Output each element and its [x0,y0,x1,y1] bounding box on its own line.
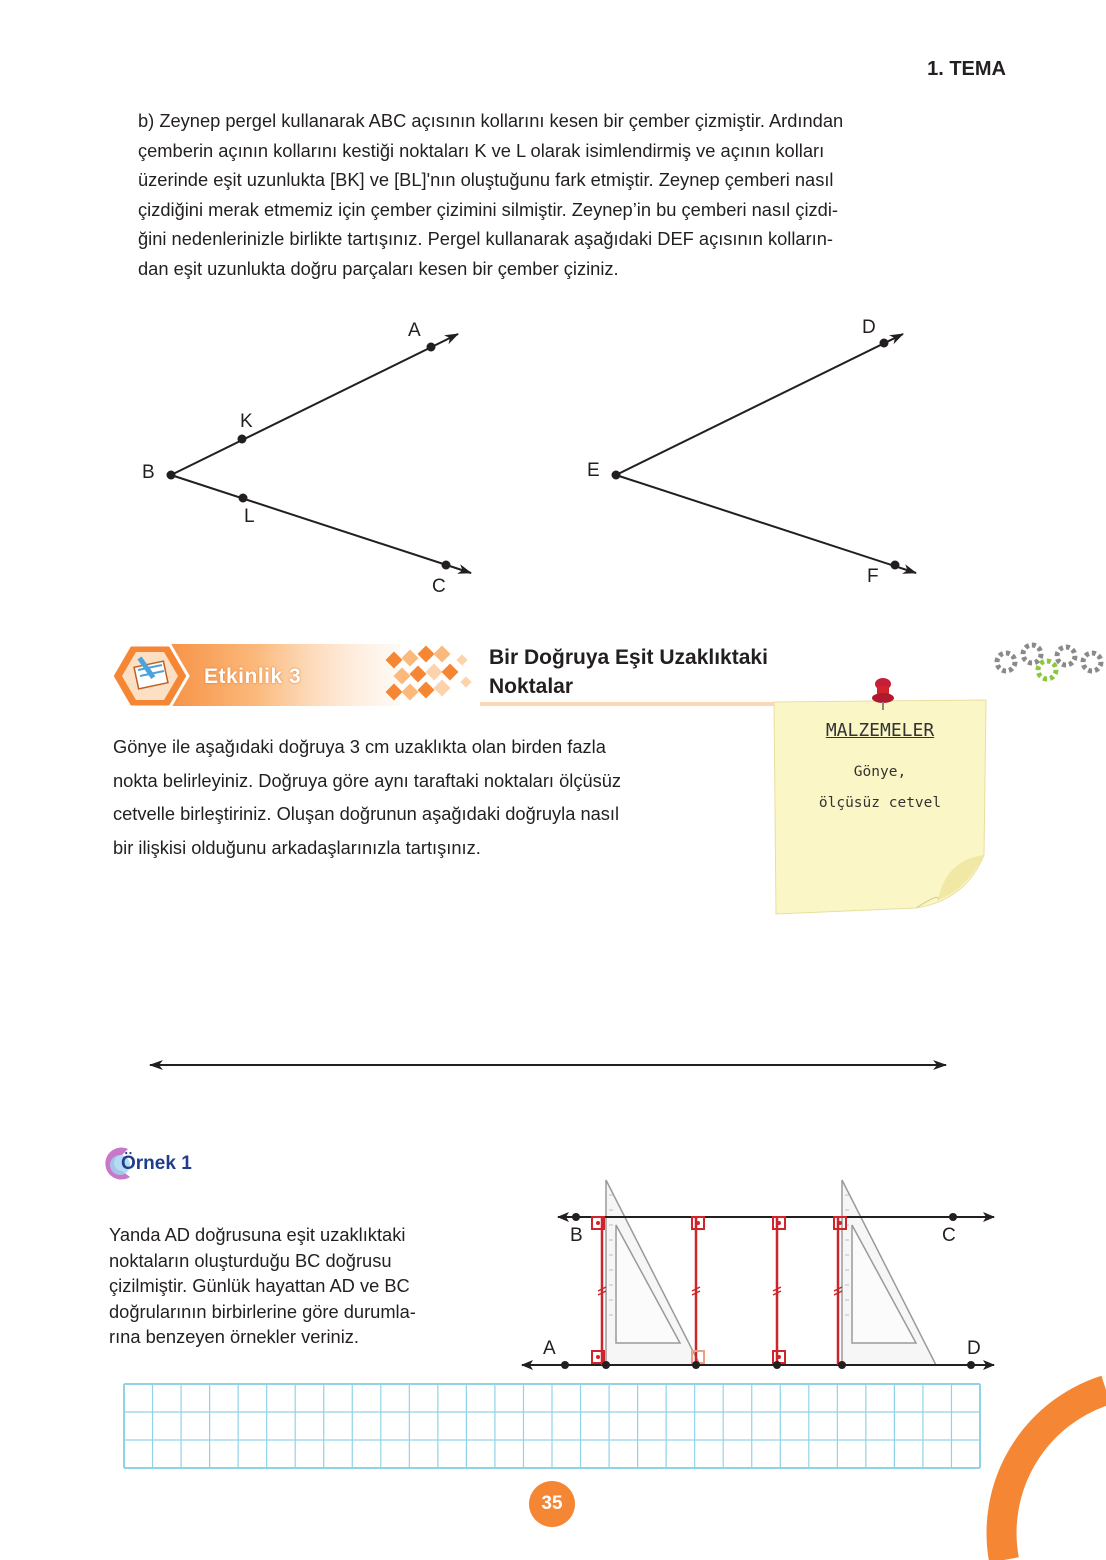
materials-item: Gönye, [853,764,907,780]
ray-ef [616,475,916,573]
corner-arc-decoration [960,1360,1106,1560]
label-l: L [244,506,255,527]
body-line: cetvelle birleştiriniz. Oluşan doğrunun aşağıdaki doğruyla nasıl [113,803,620,824]
label-d: D [862,317,876,338]
label-f: F [867,566,879,587]
materials-list [775,757,985,819]
materials-item: ölçüsüz cetvel [818,795,942,811]
activity-label: Etkinlik 3 [204,665,302,688]
label-a-example: A [543,1338,556,1359]
materials-title: MALZEMELER [825,720,935,741]
activity-title [489,643,768,701]
example-line: doğrularının birbirlerine göre durumla- [109,1300,416,1322]
label-e: E [587,460,600,481]
point-c [442,561,451,570]
label-c: C [432,576,446,597]
answer-grid[interactable] [122,1382,982,1470]
example-label: Örnek 1 [121,1153,192,1174]
activity-title-line: Noktalar [489,675,574,698]
paragraph-line: b) Zeynep pergel kullanarak ABC açısının kollarını kesen bir çember çizmiştir. Ardından [138,110,844,131]
paragraph-line: ğini nedenlerinizle birlikte tartışınız. Pergel kullanarak aşağıdaki DEF açısının kolların- [138,228,834,249]
label-b: B [142,462,155,483]
point-k [238,435,247,444]
body-line: bir ilişkisi olduğunu arkadaşlarınızla tartışınız. [113,836,481,858]
paragraph-line: üzerinde eşit uzunlukta [BK] ve [BL]'nın oluştuğunu fark etmiştir. Zeynep çemberi nasıl [138,169,834,190]
point-l [239,494,248,503]
example-line: Yanda AD doğrusuna eşit uzaklıktaki [109,1224,406,1245]
example-line: rına benzeyen örnekler veriniz. [109,1326,359,1347]
example-text [109,1222,499,1350]
paragraph-line: çemberin açının kollarını kestiği noktaları K ve L olarak isimlendirmiş ve açının kolları [138,139,825,161]
label-k: K [240,411,253,432]
point-d [880,339,889,348]
paragraph-line: dan eşit uzunlukta doğru parçaları kesen bir çember çiziniz. [138,257,619,279]
label-d-example: D [967,1338,981,1359]
page-number: 35 [529,1481,575,1527]
label-a: A [408,320,421,341]
angle-figures [0,0,1106,620]
label-b-example: B [570,1225,583,1246]
activity-title-line: Bir Doğruya Eşit Uzaklıktaki [489,646,768,669]
reference-line [140,1050,960,1080]
gears-decoration [992,636,1106,686]
activity-body [113,730,733,864]
point-f [891,561,900,570]
ray-bc [171,475,471,573]
body-line: nokta belirleyiniz. Doğruya göre aynı taraftaki noktaları ölçüsüz [113,769,622,791]
gear-icon [997,645,1101,671]
ray-ba [171,334,458,475]
example-line: çizilmiştir. Günlük hayattan AD ve BC [109,1275,410,1296]
parallel-lines-figure [520,1175,1000,1380]
theme-title: 1. TEMA [927,58,1006,80]
label-c-example: C [942,1225,956,1246]
set-square [606,1180,936,1365]
example-line: noktaların oluşturduğu BC doğrusu [109,1249,392,1271]
point-e [612,471,621,480]
ray-ed [616,334,903,475]
body-line: Gönye ile aşağıdaki doğruya 3 cm uzaklıkta olan birden fazla [113,736,606,757]
point-b [167,471,176,480]
paragraph-line: çizdiğini merak etmemiz için çember çizimini silmiştir. Zeynep’in bu çemberi nasıl çizdi- [138,198,838,220]
point-a [427,343,436,352]
gear-icon [1038,661,1056,679]
